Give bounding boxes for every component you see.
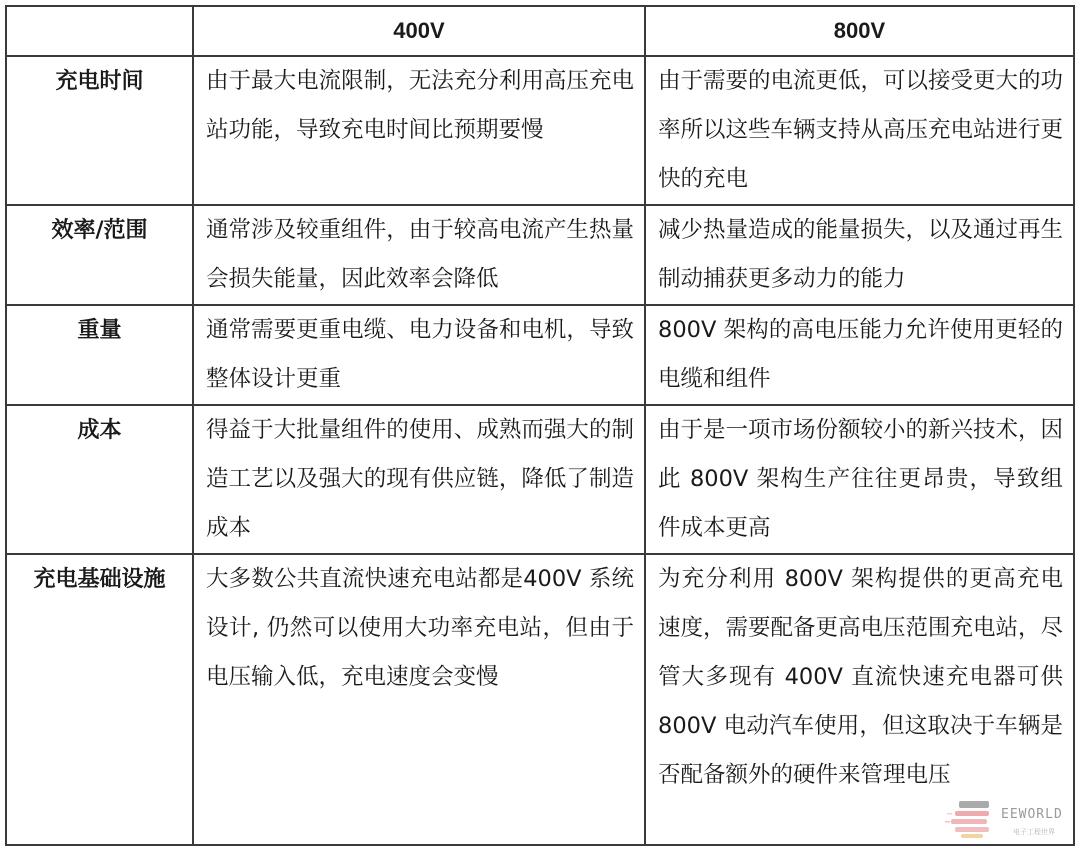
cell-800v: 为充分利用 800V 架构提供的更高充电速度，需要配备更高电压范围充电站，尽管大多现有 400V 直流快速充电器可供 800V 电动汽车使用，但这取决于车辆是否配备额外的硬件来管理电压 [645, 554, 1074, 845]
header-row [6, 6, 1074, 56]
cell-800v: 减少热量造成的能量损失，以及通过再生制动捕获更多动力的能力 [645, 205, 1074, 305]
header-corner-cell [6, 6, 193, 56]
row-label: 充电时间 [6, 56, 193, 205]
table-row-charging-time [6, 56, 1074, 205]
cell-400v: 大多数公共直流快速充电站都是400V 系统设计, 仍然可以使用大功率充电站，但由于电压输入低，充电速度会变慢 [193, 554, 645, 845]
cell-800v: 由于需要的电流更低，可以接受更大的功率所以这些车辆支持从高压充电站进行更快的充电 [645, 56, 1074, 205]
table-row-charging-infrastructure [6, 554, 1074, 845]
watermark-brand: EEWORLD [1001, 807, 1063, 822]
header-400v: 400V [193, 6, 645, 56]
row-label: 重量 [6, 305, 193, 405]
row-label: 充电基础设施 [6, 554, 193, 845]
comparison-table [5, 5, 1075, 846]
cell-400v: 由于最大电流限制，无法充分利用高压充电站功能，导致充电时间比预期要慢 [193, 56, 645, 205]
cell-800v: 由于是一项市场份额较小的新兴技术，因此 800V 架构生产往往更昂贵，导致组件成本更高 [645, 405, 1074, 554]
cell-800v: 800V 架构的高电压能力允许使用更轻的电缆和组件 [645, 305, 1074, 405]
watermark-subtitle: 电子工程世界 [1013, 828, 1055, 836]
row-label: 效率/范围 [6, 205, 193, 305]
cell-400v: 通常涉及较重组件，由于较高电流产生热量会损失能量，因此效率会降低 [193, 205, 645, 305]
header-800v: 800V [645, 6, 1074, 56]
table-row-efficiency-range [6, 205, 1074, 305]
table-row-cost [6, 405, 1074, 554]
table-row-weight [6, 305, 1074, 405]
cell-400v: 通常需要更重电缆、电力设备和电机，导致整体设计更重 [193, 305, 645, 405]
row-label: 成本 [6, 405, 193, 554]
cell-400v: 得益于大批量组件的使用、成熟而强大的制造工艺以及强大的现有供应链，降低了制造成本 [193, 405, 645, 554]
